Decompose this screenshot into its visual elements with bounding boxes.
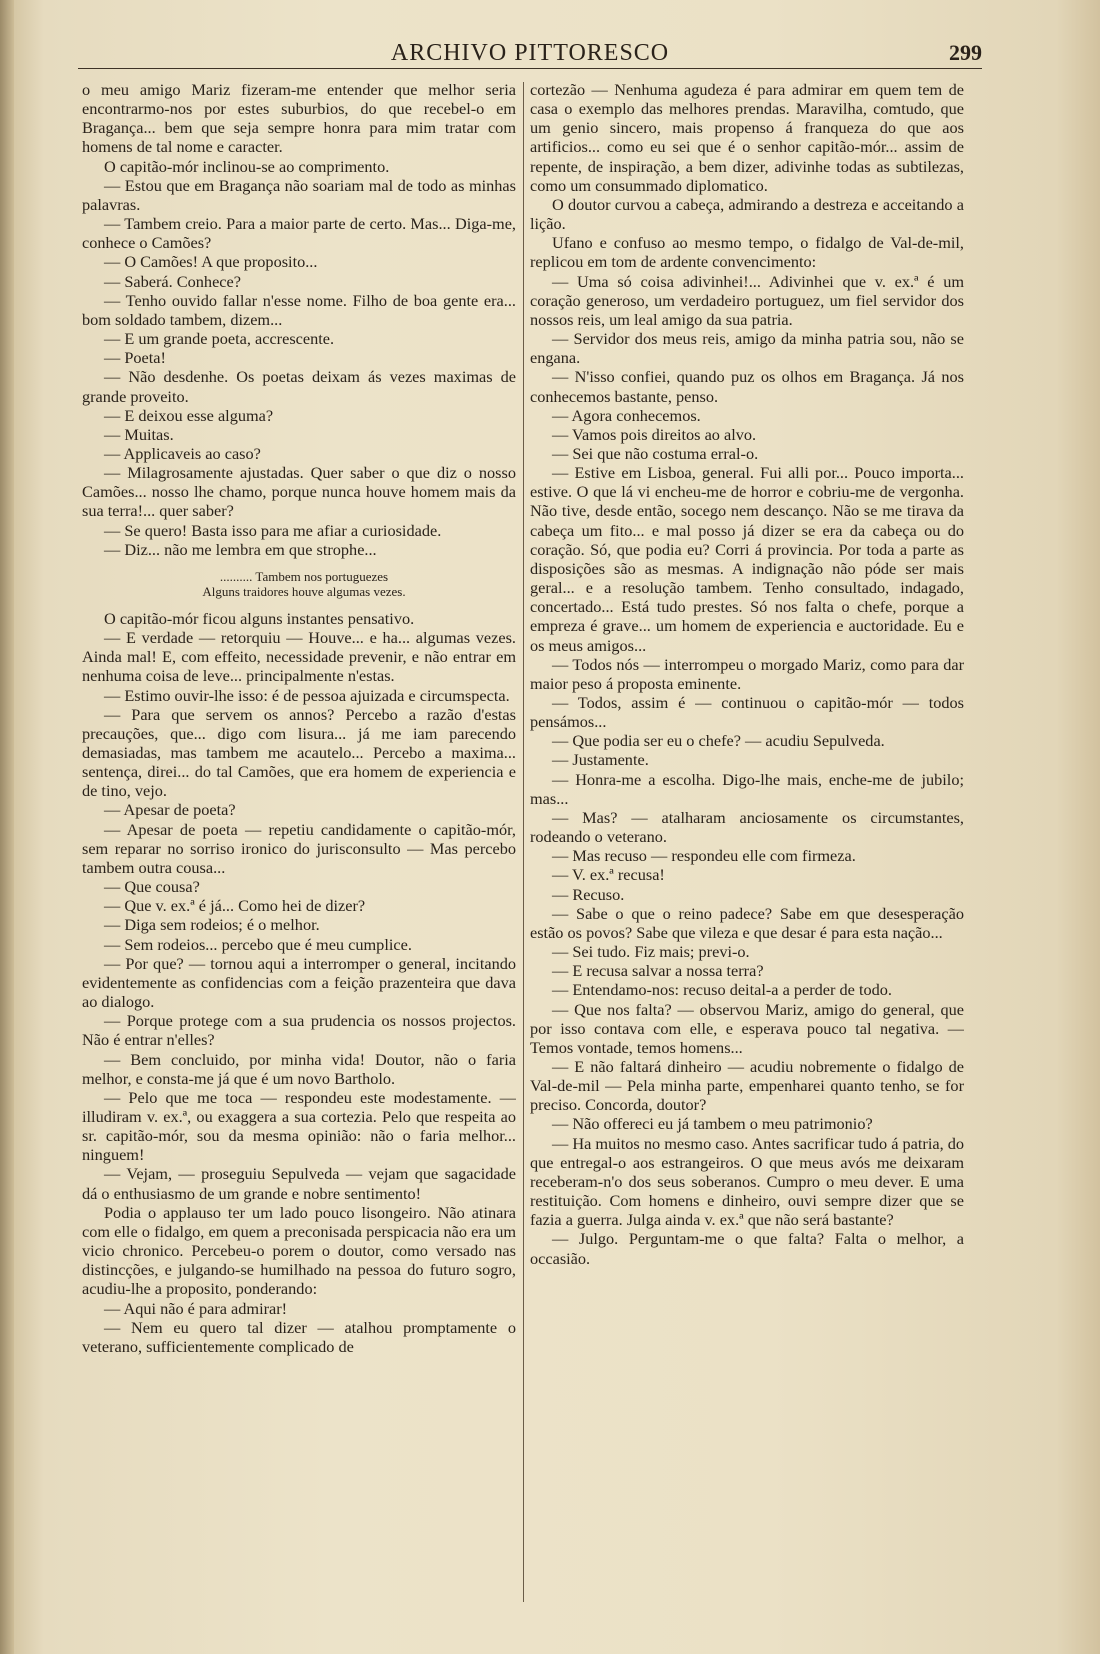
paragraph: Podia o applauso ter um lado pouco lisongeiro. Não atinara com elle o fidalgo, em quem a preconisada perspicacia não era um vicio chronico. Percebeu-o porem o doutor, como versado nas distincções, e julgando-se humilhado na pessoa do futuro sogro, acudiu-lhe a proposito, ponderando: (82, 1202, 516, 1299)
paragraph: — Saberá. Conhece? (104, 271, 241, 291)
paragraph: — Tenho ouvido fallar n'esse nome. Filho de boa gente era... bom soldado tambem, dizem... (82, 290, 516, 329)
paragraph: — Que nos falta? — observou Mariz, amigo do general, que por isso contava com elle, e esperava pouco tal negativa. — Temos vontade, temos homens... (530, 999, 964, 1057)
paragraph: — Que podia ser eu o chefe? — acudiu Sepulveda. (552, 731, 885, 751)
column-divider (523, 82, 524, 1602)
paragraph: — Diga sem rodeios; é o melhor. (104, 915, 320, 935)
paragraph: — Vamos pois direitos ao alvo. (552, 424, 757, 444)
paragraph: — Mas? — atalharam anciosamente os circumstantes, rodeando o veterano. (530, 807, 964, 847)
paragraph: o meu amigo Mariz fizeram-me entender que melhor seria encontrarmo-nos por estes suburbios, do que recebel-o em Bragança... bem que seja sempre honra para mim tratar com homens de tal nome e caracter. (82, 80, 516, 157)
verse-quote (92, 569, 516, 599)
paragraph: — Servidor dos meus reis, amigo da minha patria sou, não se engana. (530, 329, 964, 368)
paragraph: — Applicaveis ao caso? (104, 443, 261, 463)
paragraph: — Vejam, — proseguiu Sepulveda — vejam que sagacidade dá o enthusiasmo de um grande e nobre sentimento! (82, 1164, 516, 1203)
paragraph: O capitão-mór inclinou-se ao comprimento. (104, 156, 390, 176)
paragraph: — Bem concluido, por minha vida! Doutor, não o faria melhor, e consta-me já que é um novo Bartholo. (82, 1049, 516, 1088)
paragraph: — V. ex.ª recusa! (552, 865, 665, 885)
paragraph: Ufano e confuso ao mesmo tempo, o fidalgo de Val-de-mil, replicou em tom de ardente convencimento: (530, 233, 964, 272)
paragraph: — Nem eu quero tal dizer — atalhou promptamente o veterano, sufficientemente complicado de (82, 1317, 516, 1356)
paragraph: — Estive em Lisboa, general. Fui alli por... Pouco importa... estive. O que lá vi encheu-me de horror e cobriu-me de vergonha. Não tive, desde então, socego nem descanço. Não se me tirava da cabeça um fito... e mal posso já dizer se era da cabeça ou do coração. Só, que podia eu? Corri á provincia. Por toda a parte as disposições são as mesmas. A indignação não póde ser mais geral... e a resolução tambem. Tenho consultado, indagado, concertado... Está tudo prestes. Só nos falta o chefe, porque a empreza é grave... um homem de experiencia e auctoridade. Eu e os meus amigos... (530, 463, 964, 655)
paragraph: — Se quero! Basta isso para me afiar a curiosidade. (104, 520, 442, 540)
paragraph: — Sei que não costuma erral-o. (552, 443, 759, 463)
paragraph: — Apesar de poeta? (104, 800, 236, 820)
page-number: 299 (949, 40, 982, 65)
paragraph: — Entendamo-nos: recuso deital-a a perder de todo. (552, 980, 892, 1000)
paragraph: — Uma só coisa adivinhei!... Adivinhei que v. ex.ª é um coração generoso, um verdadeiro portuguez, um fiel servidor dos nossos reis, um leal amigo da sua patria. (530, 271, 964, 329)
right-column (530, 80, 964, 1620)
paragraph: — Julgo. Perguntam-me o que falta? Falta o melhor, a occasião. (530, 1229, 964, 1268)
paragraph: — Que cousa? (104, 877, 200, 897)
paragraph: — Sei tudo. Fiz mais; previ-o. (552, 942, 750, 962)
paragraph: — O Camões! A que proposito... (104, 252, 318, 272)
paragraph: — Estimo ouvir-lhe isso: é de pessoa ajuizada e circumspecta. (104, 685, 510, 705)
paragraph: — Para que servem os annos? Percebo a razão d'estas precauções, que... digo com lisura... já me iam parecendo demasiadas, mas tambem me acautelo... Percebo a maxima... sentença, direi... do tal Camões, que era homem de experiencia e de tino, vejo. (82, 704, 516, 801)
paragraph: — E deixou esse alguma? (104, 405, 274, 425)
paragraph: — Todos nós — interrompeu o morgado Mariz, como para dar maior peso á proposta eminente. (530, 654, 964, 693)
paragraph: — N'isso confiei, quando puz os olhos em Bragança. Já nos conhecemos bastante, penso. (530, 367, 964, 406)
paragraph: O capitão-mór ficou alguns instantes pensativo. (104, 608, 415, 628)
paragraph: — Tambem creio. Para a maior parte de certo. Mas... Diga-me, conhece o Camões? (82, 214, 516, 253)
paragraph: — Porque protege com a sua prudencia os nossos projectos. Não é entrar n'elles? (82, 1011, 516, 1050)
paragraph: — Recuso. (552, 884, 625, 904)
paragraph: — Diz... não me lembra em que strophe... (104, 539, 377, 559)
paragraph: — Muitas. (104, 424, 174, 444)
paragraph: — E não faltará dinheiro — acudiu nobremente o fidalgo de Val-de-mil — Pela minha parte, empenharei quanto tenho, se for preciso. Concorda, doutor? (530, 1056, 964, 1115)
paragraph: — Justamente. (552, 750, 649, 770)
paragraph: — E recusa salvar a nossa terra? (552, 961, 764, 981)
paragraph: — Todos, assim é — continuou o capitão-mór — todos pensámos... (530, 693, 964, 732)
paragraph: — Ha muitos no mesmo caso. Antes sacrificar tudo á patria, do que entregal-o aos estrangeiros. O que meus avós me deixaram receberam-n'o dos seus soberanos. Cumpro o meu dever. E uma restituição. Com homens e dinheiro, ouvi sempre dizer que se fazia a guerra. Julga ainda v. ex.ª que não será bastante? (530, 1133, 964, 1230)
paragraph: — Por que? — tornou aqui a interromper o general, incitando evidentemente as confidencias com a feição prazenteira que dava ao dialogo. (82, 953, 516, 1012)
paragraph: — Milagrosamente ajustadas. Quer saber o que diz o nosso Camões... nosso lhe chamo, porque nunca houve homem mais da sua terra!... quer saber? (82, 463, 516, 521)
paragraph: O doutor curvou a cabeça, admirando a destreza e acceitando a lição. (530, 194, 964, 234)
paragraph: — E um grande poeta, accrescente. (104, 329, 335, 349)
publication-title: ARCHIVO PITTORESCO (390, 40, 670, 66)
paragraph: — Pelo que me toca — respondeu este modestamente. — illudiram v. ex.ª, ou exaggera a sua cortezia. Pelo que respeita ao sr. capitão-mór, sou da mesma opinião: não o faria melhor... ninguem! (82, 1087, 516, 1165)
paragraph: cortezão — Nenhuma agudeza é para admirar em quem tem de casa o exemplo das melhores prendas. Maravilha, comtudo, que um genio sincero, mais propenso á franqueza do que aos artificios... como eu sei que é o senhor capitão-mór... assim de repente, de inspiração, a bem dizer, adivinhe todas as subtilezas, como um consummado diplomatico. (530, 80, 964, 195)
page-header (78, 40, 982, 69)
paragraph: — Sem rodeios... percebo que é meu cumplice. (104, 934, 412, 954)
paragraph: — Poeta! (104, 348, 166, 368)
verse-line: .......... Tambem nos portuguezes (219, 568, 389, 584)
paragraph: — Estou que em Bragança não soariam mal de todo as minhas palavras. (82, 175, 516, 214)
paragraph: — Sabe o que o reino padece? Sabe em que desesperação estão os povos? Sabe que vileza e que desar é para esta nação... (530, 903, 964, 942)
paragraph: — Não offereci eu já tambem o meu patrimonio? (552, 1114, 873, 1134)
paragraph: — Não desdenhe. Os poetas deixam ás vezes maximas de grande proveito. (82, 367, 516, 406)
left-column (82, 80, 516, 1620)
paragraph: — Apesar de poeta — repetiu candidamente o capitão-mór, sem reparar no sorriso ironico do jurisconsulto — Mas percebo tambem outra cousa... (82, 819, 516, 877)
binding-shadow (0, 0, 14, 1654)
verse-line: Alguns traidores houve algumas vezes. (202, 583, 406, 599)
paragraph: — Agora conhecemos. (552, 405, 701, 425)
paragraph: — Aqui não é para admirar! (104, 1298, 288, 1318)
paragraph: — Mas recuso — respondeu elle com firmeza. (552, 846, 856, 866)
paragraph: — Que v. ex.ª é já... Como hei de dizer? (104, 896, 366, 916)
paragraph: — Honra-me a escolha. Digo-lhe mais, enche-me de jubilo; mas... (530, 769, 964, 808)
paragraph: — E verdade — retorquiu — Houve... e ha... algumas vezes. Ainda mal! E, com effeito, necessidade prevenir, e não entrar em nenhuma coisa de leve... principalmente n'estas. (82, 628, 516, 686)
